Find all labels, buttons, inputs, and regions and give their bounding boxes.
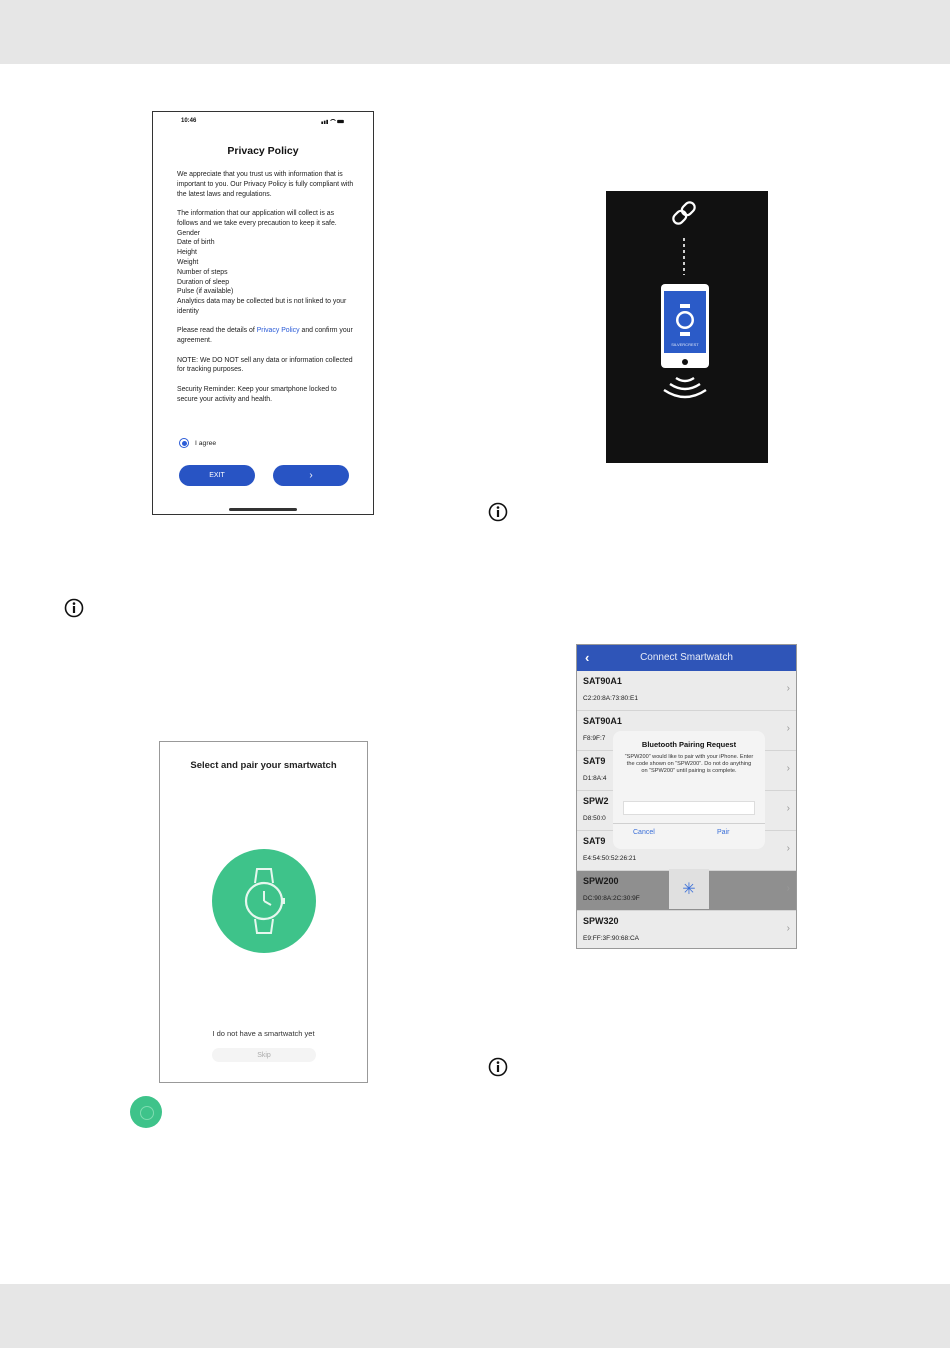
privacy-policy-link[interactable]: Privacy Policy [256, 327, 300, 335]
device-mac: E9:FF:3F:90:68:CA [583, 935, 639, 942]
chevron-right-icon: › [786, 923, 790, 934]
device-mac: D1:8A:4 [583, 775, 607, 782]
chevron-right-icon: › [786, 843, 790, 854]
note-text: NOTE: We DO NOT sell any data or information collected for tracking purposes. [177, 356, 353, 374]
device-name: SAT90A1 [583, 676, 622, 686]
signal-battery-icon [319, 119, 347, 124]
status-bar [153, 118, 373, 128]
pairing-code-input[interactable] [623, 801, 755, 815]
collect-intro: The information that our application will collect is as follows and we take every precaution to keep it safe. [177, 209, 337, 227]
device-mac: E4:54:50:52:26:21 [583, 855, 637, 862]
chevron-right-icon: › [786, 723, 790, 734]
chevron-right-icon: › [786, 763, 790, 774]
device-row[interactable] [577, 911, 796, 949]
dialog-message: “SPW200” would like to pair with your iPhone. Enter the code shown on “SPW200”. Do not do anything on “SPW200” until pairing is complete. [624, 754, 754, 775]
footer-band [0, 1284, 950, 1348]
header-band [0, 0, 950, 64]
collected-item: Analytics data may be collected but is not linked to your identity [177, 298, 347, 315]
skip-button[interactable]: Skip [212, 1048, 316, 1062]
connect-smartwatch-screenshot [576, 644, 797, 949]
read-policy-text [177, 326, 355, 346]
collected-item: Gender [177, 229, 200, 237]
back-chevron-icon[interactable]: ‹ [585, 650, 590, 665]
pairing-dialog [613, 731, 765, 849]
chevron-right-icon: › [786, 883, 790, 894]
select-smartwatch-screenshot [159, 741, 368, 1083]
agree-radio[interactable] [179, 438, 189, 448]
dialog-title: Bluetooth Pairing Request [641, 740, 737, 749]
next-button[interactable]: › [273, 465, 349, 486]
green-circle-icon [130, 1096, 162, 1128]
read-prefix: Please read the details of [177, 327, 257, 335]
privacy-text [177, 170, 355, 414]
phone-icon [661, 284, 709, 368]
link-icon [671, 200, 696, 225]
page-title: Select and pair your smartwatch [190, 760, 337, 771]
read-suffix: and confirm your agreement. [177, 327, 353, 345]
exit-button[interactable]: EXIT [179, 465, 255, 486]
loading-spinner-icon: ✳ [669, 869, 709, 909]
privacy-intro: We appreciate that you trust us with information that is important to you. Our Privacy Policy is fully compliant with the latest laws and regulations. [177, 171, 354, 198]
collected-item: Weight [177, 258, 199, 266]
chevron-right-icon: › [786, 803, 790, 814]
smartwatch-circle[interactable] [212, 849, 316, 953]
chevron-right-icon: › [786, 683, 790, 694]
device-mac: D8:50:0 [583, 815, 606, 822]
device-name: SAT9 [583, 836, 606, 846]
device-mac: C2:20:8A:73:80:E1 [583, 695, 638, 702]
brand-label: SILVERCREST [671, 342, 699, 347]
device-name: SAT90A1 [583, 716, 622, 726]
cancel-button[interactable]: Cancel [633, 829, 655, 836]
collected-item: Pulse (if available) [177, 288, 234, 296]
collected-item: Duration of sleep [177, 278, 230, 286]
device-name: SPW200 [583, 876, 619, 886]
device-name: SAT9 [583, 756, 606, 766]
agree-option[interactable] [179, 438, 216, 448]
pairing-illustration-svg [606, 191, 768, 463]
pair-button[interactable]: Pair [717, 829, 730, 836]
page-title: Connect Smartwatch [640, 652, 733, 663]
info-icon [488, 1057, 508, 1077]
watch-icon [212, 849, 316, 953]
status-time: 10:46 [181, 118, 197, 124]
security-reminder: Security Reminder: Keep your smartphone locked to secure your activity and health. [177, 385, 337, 403]
device-row-selected[interactable] [577, 871, 796, 911]
home-indicator [229, 508, 297, 511]
device-mac: DC:90:8A:2C:30:9F [583, 895, 640, 902]
device-name: SPW2 [583, 796, 609, 806]
info-icon [64, 598, 84, 618]
info-icon [488, 502, 508, 522]
collected-item: Number of steps [177, 268, 228, 276]
agree-label: I agree [195, 439, 217, 447]
device-row[interactable] [577, 671, 796, 711]
dialog-divider [613, 823, 765, 824]
page-title: Privacy Policy [227, 145, 299, 157]
collected-item: Date of birth [177, 239, 215, 247]
no-smartwatch-text[interactable]: I do not have a smartwatch yet [212, 1029, 315, 1038]
pairing-illustration [606, 191, 768, 463]
privacy-policy-screenshot [152, 111, 374, 515]
device-mac: F8:9F:7 [583, 735, 606, 742]
nav-bar [577, 645, 796, 671]
collected-item: Height [177, 249, 197, 257]
wireless-waves-icon [664, 378, 706, 397]
device-name: SPW320 [583, 916, 619, 926]
